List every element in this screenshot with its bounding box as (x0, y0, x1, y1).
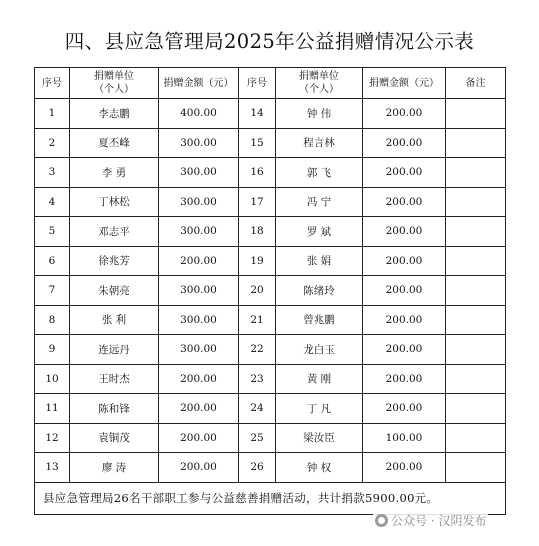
page-title: 四、县应急管理局2025年公益捐赠情况公示表 (64, 30, 475, 53)
seq-cell: 22 (239, 335, 276, 365)
table-header (35, 68, 506, 99)
amount-cell: 300.00 (159, 187, 239, 217)
donor-name-cell: 钟 伟 (276, 99, 363, 129)
donor-name-cell: 王时杰 (70, 364, 159, 394)
remarks-cell (446, 423, 506, 453)
header-donor-line1: 捐赠单位 (299, 71, 339, 82)
amount-cell: 200.00 (363, 364, 446, 394)
remarks-cell (446, 187, 506, 217)
amount-cell: 300.00 (159, 305, 239, 335)
amount-cell: 200.00 (363, 99, 446, 129)
donor-name-cell: 邓志平 (70, 217, 159, 247)
seq-cell: 8 (35, 305, 70, 335)
header-donor-line2: （个人） (94, 84, 134, 95)
seq-cell: 19 (239, 246, 276, 276)
wechat-icon (375, 514, 388, 527)
amount-cell: 300.00 (159, 276, 239, 306)
donor-name-cell: 袁铜茂 (70, 423, 159, 453)
seq-cell: 26 (239, 453, 276, 483)
seq-cell: 18 (239, 217, 276, 247)
donor-name-cell: 徐兆芳 (70, 246, 159, 276)
header-donor-2 (276, 68, 363, 99)
donation-table (34, 67, 506, 515)
donor-name-cell: 龙白玉 (276, 335, 363, 365)
watermark-text: 公众号 · 汉阴发布 (391, 514, 487, 528)
donor-name-cell: 朱朝亮 (70, 276, 159, 306)
donor-name-cell: 黄 刚 (276, 364, 363, 394)
seq-cell: 24 (239, 394, 276, 424)
seq-cell: 21 (239, 305, 276, 335)
amount-cell: 200.00 (159, 423, 239, 453)
table-row (35, 394, 506, 424)
amount-cell: 200.00 (363, 187, 446, 217)
remarks-cell (446, 394, 506, 424)
seq-cell: 11 (35, 394, 70, 424)
header-seq: 序号 (35, 68, 70, 99)
seq-cell: 4 (35, 187, 70, 217)
remarks-cell (446, 364, 506, 394)
remarks-cell (446, 453, 506, 483)
seq-cell: 14 (239, 99, 276, 129)
seq-cell: 3 (35, 158, 70, 188)
table-row (35, 158, 506, 188)
seq-cell: 1 (35, 99, 70, 129)
donor-name-cell: 廖 涛 (70, 453, 159, 483)
donor-name-cell: 梁汝臣 (276, 423, 363, 453)
header-seq-2: 序号 (239, 68, 276, 99)
header-donor-line1: 捐赠单位 (94, 71, 134, 82)
seq-cell: 12 (35, 423, 70, 453)
seq-cell: 20 (239, 276, 276, 306)
remarks-cell (446, 276, 506, 306)
amount-cell: 200.00 (363, 335, 446, 365)
seq-cell: 6 (35, 246, 70, 276)
summary-row (35, 482, 506, 514)
seq-cell: 23 (239, 364, 276, 394)
amount-cell: 200.00 (363, 158, 446, 188)
header-donor-line2: （个人） (299, 84, 339, 95)
table-row (35, 128, 506, 158)
amount-cell: 400.00 (159, 99, 239, 129)
donor-name-cell: 程言林 (276, 128, 363, 158)
watermark (373, 512, 488, 529)
amount-cell: 200.00 (159, 394, 239, 424)
amount-cell: 200.00 (363, 305, 446, 335)
table-row (35, 187, 506, 217)
amount-cell: 200.00 (159, 364, 239, 394)
donor-name-cell: 张 利 (70, 305, 159, 335)
seq-cell: 7 (35, 276, 70, 306)
remarks-cell (446, 305, 506, 335)
table-row (35, 217, 506, 247)
summary-text: 县应急管理局26名干部职工参与公益慈善捐赠活动，共计捐款5900.00元。 (35, 482, 506, 514)
table-row (35, 99, 506, 129)
remarks-cell (446, 246, 506, 276)
table-row (35, 423, 506, 453)
header-amount-2: 捐赠金额（元） (363, 68, 446, 99)
amount-cell: 300.00 (159, 335, 239, 365)
remarks-cell (446, 128, 506, 158)
header-remarks: 备注 (446, 68, 506, 99)
seq-cell: 9 (35, 335, 70, 365)
table-row (35, 364, 506, 394)
header-amount: 捐赠金额（元） (159, 68, 239, 99)
amount-cell: 300.00 (159, 217, 239, 247)
seq-cell: 16 (239, 158, 276, 188)
amount-cell: 200.00 (363, 217, 446, 247)
amount-cell: 200.00 (363, 276, 446, 306)
donor-name-cell: 陈绪玲 (276, 276, 363, 306)
donor-name-cell: 连远丹 (70, 335, 159, 365)
remarks-cell (446, 158, 506, 188)
donor-name-cell: 丁 凡 (276, 394, 363, 424)
table-row (35, 276, 506, 306)
table-row (35, 453, 506, 483)
table-row (35, 246, 506, 276)
remarks-cell (446, 99, 506, 129)
donor-name-cell: 冯 宁 (276, 187, 363, 217)
donor-name-cell: 曾兆鹏 (276, 305, 363, 335)
amount-cell: 200.00 (363, 246, 446, 276)
seq-cell: 13 (35, 453, 70, 483)
header-donor (70, 68, 159, 99)
donor-name-cell: 张 娟 (276, 246, 363, 276)
table-row (35, 305, 506, 335)
table-row (35, 335, 506, 365)
amount-cell: 300.00 (159, 158, 239, 188)
amount-cell: 200.00 (363, 128, 446, 158)
amount-cell: 100.00 (363, 423, 446, 453)
donor-name-cell: 陈和锋 (70, 394, 159, 424)
amount-cell: 300.00 (159, 128, 239, 158)
donor-name-cell: 钟 权 (276, 453, 363, 483)
donor-name-cell: 夏丕峰 (70, 128, 159, 158)
seq-cell: 25 (239, 423, 276, 453)
amount-cell: 200.00 (159, 246, 239, 276)
donor-name-cell: 罗 斌 (276, 217, 363, 247)
seq-cell: 10 (35, 364, 70, 394)
seq-cell: 5 (35, 217, 70, 247)
remarks-cell (446, 217, 506, 247)
seq-cell: 2 (35, 128, 70, 158)
remarks-cell (446, 335, 506, 365)
donor-name-cell: 李 勇 (70, 158, 159, 188)
donor-name-cell: 李志鹏 (70, 99, 159, 129)
amount-cell: 200.00 (363, 394, 446, 424)
seq-cell: 15 (239, 128, 276, 158)
donor-name-cell: 郭 飞 (276, 158, 363, 188)
donor-name-cell: 丁林松 (70, 187, 159, 217)
amount-cell: 200.00 (363, 453, 446, 483)
seq-cell: 17 (239, 187, 276, 217)
amount-cell: 200.00 (159, 453, 239, 483)
